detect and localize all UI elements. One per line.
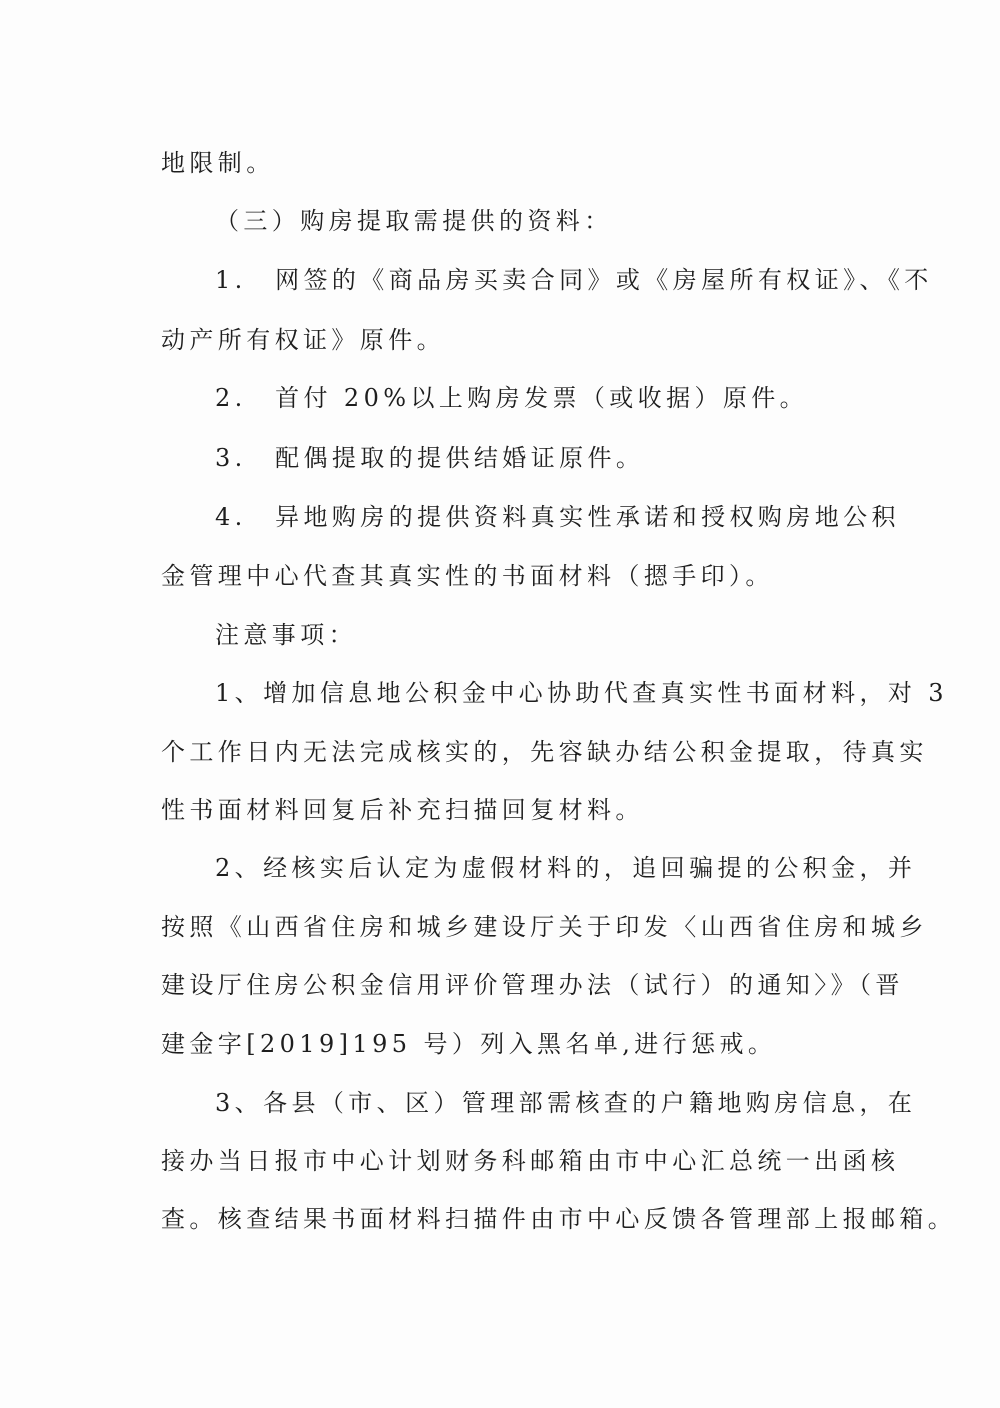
notes-heading: 注意事项： xyxy=(215,621,357,649)
note-2-line-3: 建设厅住房公积金信用评价管理办法（试行）的通知〉》（晋 xyxy=(161,971,904,999)
section-heading-purchase-materials: （三）购房提取需提供的资料： xyxy=(215,207,613,235)
note-1-line-2: 个工作日内无法完成核实的，先容缺办结公积金提取，待真实 xyxy=(161,738,928,766)
note-1-line-1: 1、增加信息地公积金中心协助代查真实性书面材料，对 3 xyxy=(215,679,948,707)
note-2-line-2: 按照《山西省住房和城乡建设厅关于印发〈山西省住房和城乡 xyxy=(161,913,928,941)
item-1-line-2: 动产所有权证》原件。 xyxy=(161,326,445,354)
note-3-line-2: 接办当日报市中心计划财务科邮箱由市中心汇总统一出函核 xyxy=(161,1147,900,1175)
text-line-continuation: 地限制。 xyxy=(161,149,275,177)
item-2: 2. 首付 20%以上购房发票（或收据）原件。 xyxy=(215,384,809,412)
note-1-line-3: 性书面材料回复后补充扫描回复材料。 xyxy=(161,796,644,824)
item-4-line-1: 4. 异地购房的提供资料真实性承诺和授权购房地公积 xyxy=(215,503,900,531)
note-2-line-4: 建金字[2019]195 号）列入黑名单,进行惩戒。 xyxy=(161,1030,777,1058)
item-3: 3. 配偶提取的提供结婚证原件。 xyxy=(215,444,645,472)
note-3-line-1: 3、各县（市、区）管理部需核查的户籍地购房信息，在 xyxy=(215,1089,917,1117)
note-2-line-1: 2、经核实后认定为虚假材料的，追回骗提的公积金，并 xyxy=(215,854,917,882)
item-1-line-1: 1. 网签的《商品房买卖合同》或《房屋所有权证》、《不 xyxy=(215,266,933,294)
note-3-line-3: 查。核查结果书面材料扫描件由市中心反馈各管理部上报邮箱。 xyxy=(161,1205,957,1233)
item-4-line-2: 金管理中心代查其真实性的书面材料（摁手印）。 xyxy=(161,562,774,590)
